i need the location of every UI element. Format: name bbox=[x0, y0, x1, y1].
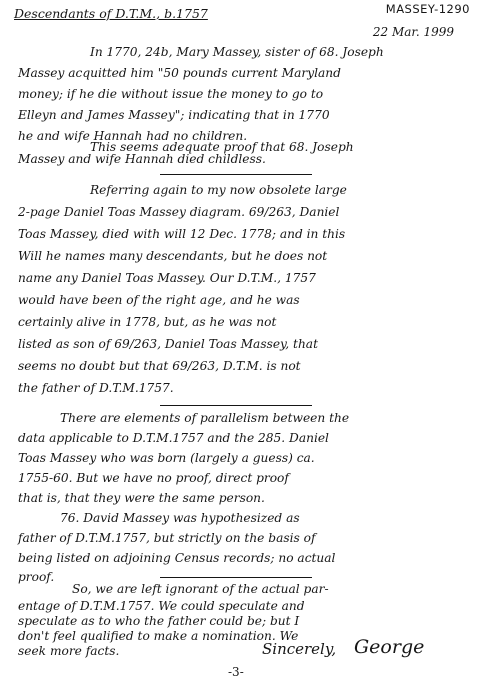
text-line: name any Daniel Toas Massey. Our D.T.M., 1757 bbox=[18, 271, 316, 285]
text-line: Toas Massey, died with will 12 Dec. 1778; and in this bbox=[18, 227, 346, 241]
text-line: So, we are left ignorant of the actual par- bbox=[72, 582, 329, 596]
text-line: listed as son of 69/263, Daniel Toas Massey, that bbox=[18, 337, 318, 351]
text-line: being listed on adjoining Census records; no actual bbox=[18, 551, 336, 565]
text-line: he and wife Hannah had no children. bbox=[18, 129, 248, 143]
text-line: Massey acquitted him "50 pounds current Maryland bbox=[18, 66, 341, 80]
signature: George bbox=[354, 636, 425, 658]
text-line: There are elements of parallelism between the bbox=[60, 411, 350, 425]
text-line: 1755-60. But we have no proof, direct proof bbox=[18, 471, 289, 485]
text-line: would have been of the right age, and he was bbox=[18, 293, 300, 307]
text-line: father of D.T.M.1757, but strictly on the basis of bbox=[18, 531, 316, 545]
text-line: This seems adequate proof that 68. Joseph bbox=[90, 140, 354, 154]
text-line: proof. bbox=[18, 570, 55, 584]
text-line: certainly alive in 1778, but, as he was not bbox=[18, 315, 277, 329]
closing-salutation: Sincerely, bbox=[262, 640, 337, 658]
text-line: the father of D.T.M.1757. bbox=[18, 381, 174, 395]
text-line: entage of D.T.M.1757. We could speculate and bbox=[18, 599, 305, 613]
document-reference: MASSEY-1290 bbox=[385, 2, 470, 16]
text-line: Referring again to my now obsolete large bbox=[90, 183, 347, 197]
text-line: seek more facts. bbox=[18, 644, 120, 658]
text-line: money; if he die without issue the money to go to bbox=[18, 87, 324, 101]
text-line: data applicable to D.T.M.1757 and the 285. Daniel bbox=[18, 431, 329, 445]
text-line: seems no doubt but that 69/263, D.T.M. is not bbox=[18, 359, 301, 373]
letter-date: 22 Mar. 1999 bbox=[372, 25, 454, 39]
text-line: 76. David Massey was hypothesized as bbox=[60, 511, 300, 525]
text-line: 2-page Daniel Toas Massey diagram. 69/263, Daniel bbox=[18, 205, 340, 219]
text-line: don't feel qualified to make a nomination. We bbox=[18, 629, 299, 643]
letter-heading: Descendants of D.T.M., b.1757 bbox=[14, 6, 208, 21]
text-line: Massey and wife Hannah died childless. bbox=[18, 152, 266, 166]
text-line: speculate as to who the father could be; but I bbox=[18, 614, 300, 628]
text-line: that is, that they were the same person. bbox=[18, 491, 265, 505]
text-line: Elleyn and James Massey"; indicating that in 1770 bbox=[18, 108, 330, 122]
text-line: Toas Massey who was born (largely a guess) ca. bbox=[18, 451, 315, 465]
text-line: In 1770, 24b, Mary Massey, sister of 68. Joseph bbox=[90, 45, 384, 59]
text-line: Will he names many descendants, but he does not bbox=[18, 249, 328, 263]
page-number: -3- bbox=[228, 665, 244, 679]
section-divider bbox=[160, 405, 312, 406]
section-divider bbox=[160, 174, 312, 175]
section-divider bbox=[160, 577, 312, 578]
